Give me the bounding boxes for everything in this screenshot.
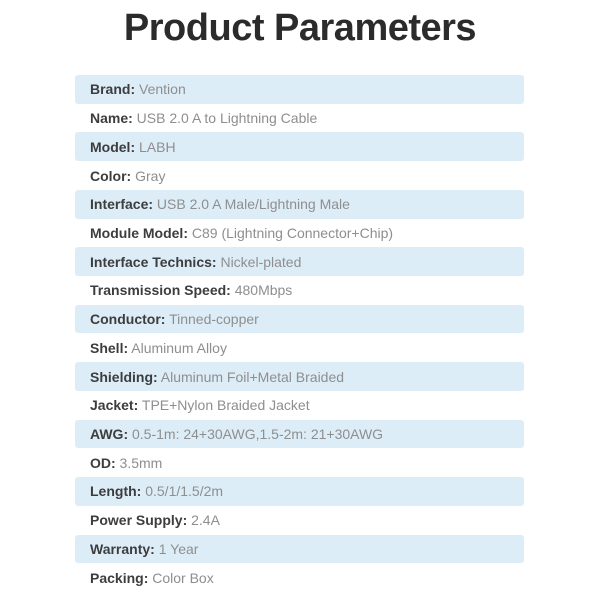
parameter-row [75, 333, 524, 362]
parameter-value: C89 (Lightning Connector+Chip) [188, 224, 394, 241]
parameter-value: USB 2.0 A to Lightning Cable [132, 110, 318, 127]
parameter-label: Interface: [90, 196, 154, 213]
parameter-row [75, 161, 524, 190]
parameter-label: Module Model: [90, 224, 188, 241]
parameter-row [75, 362, 524, 391]
parameter-label: Power Supply: [90, 512, 188, 529]
parameter-label: AWG: [90, 425, 129, 442]
parameter-label: Length: [90, 483, 142, 500]
parameter-value: TPE+Nylon Braided Jacket [138, 397, 310, 414]
parameter-row [75, 506, 524, 535]
parameter-label: Jacket: [90, 397, 139, 414]
parameter-row [75, 477, 524, 506]
parameter-value: Vention [135, 81, 186, 98]
parameter-row [75, 132, 524, 161]
parameter-row [75, 104, 524, 133]
parameter-label: Shell: [90, 339, 129, 356]
parameter-row [75, 420, 524, 449]
parameter-value: 1 Year [154, 540, 199, 557]
parameter-value: USB 2.0 A Male/Lightning Male [153, 196, 350, 213]
parameter-label: Conductor: [90, 311, 166, 328]
parameter-row [75, 75, 524, 104]
parameter-row [75, 563, 524, 592]
parameter-row [75, 448, 524, 477]
parameter-value: Aluminum Alloy [128, 339, 227, 356]
parameter-label: Transmission Speed: [90, 282, 231, 299]
parameter-value: Nickel-plated [216, 253, 302, 270]
page-title: Product Parameters [123, 7, 477, 49]
parameter-value: Tinned-copper [165, 311, 259, 328]
parameter-row [75, 535, 524, 564]
parameter-value: 3.5mm [115, 454, 163, 471]
parameter-value: Color Box [148, 569, 214, 586]
parameters-table [75, 75, 524, 592]
parameter-label: Interface Technics: [90, 253, 217, 270]
parameter-value: 480Mbps [230, 282, 293, 299]
parameter-label: Shielding: [90, 368, 158, 385]
parameter-label: Warranty: [90, 540, 155, 557]
parameter-label: Brand: [90, 81, 136, 98]
parameter-value: Aluminum Foil+Metal Braided [157, 368, 345, 385]
parameter-value: Gray [131, 167, 166, 184]
parameter-label: Model: [90, 138, 136, 155]
parameter-row [75, 247, 524, 276]
parameter-value: 0.5-1m: 24+30AWG,1.5-2m: 21+30AWG [128, 425, 384, 442]
parameter-value: 2.4A [187, 512, 220, 529]
parameter-value: LABH [135, 138, 176, 155]
parameter-row [75, 219, 524, 248]
parameter-row [75, 391, 524, 420]
parameter-label: Packing: [90, 569, 149, 586]
parameter-label: Color: [90, 167, 132, 184]
parameter-label: Name: [90, 110, 133, 127]
parameter-label: OD: [90, 454, 116, 471]
parameter-row [75, 276, 524, 305]
parameter-row [75, 190, 524, 219]
parameter-value: 0.5/1/1.5/2m [141, 483, 224, 500]
parameter-row [75, 305, 524, 334]
